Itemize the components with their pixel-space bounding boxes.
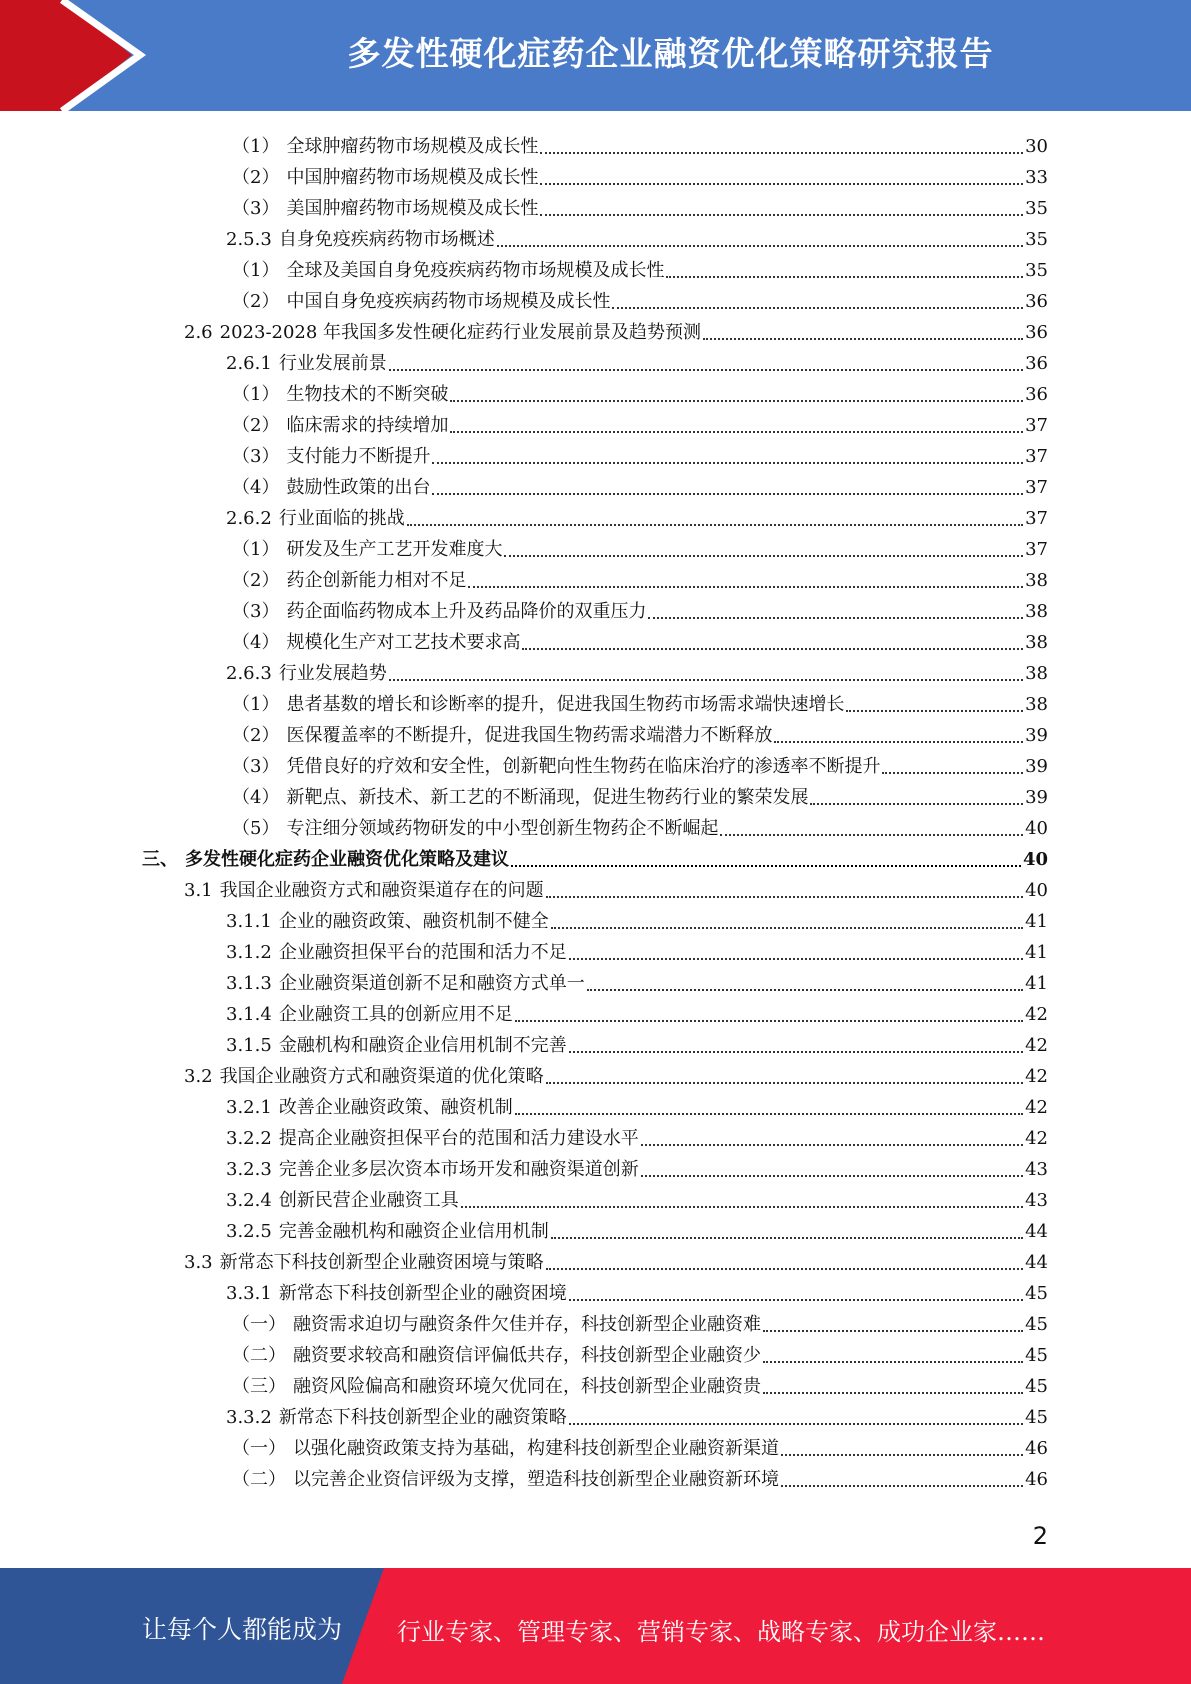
toc-entry-number: （4）: [232, 787, 280, 808]
toc-entry-page: 37: [1025, 477, 1048, 498]
toc-entry-page: 36: [1025, 291, 1048, 312]
toc-leader-dots: [540, 182, 1023, 185]
toc-leader-dots: [763, 1360, 1023, 1363]
toc-entry-title: 企业融资担保平台的范围和活力不足: [278, 942, 567, 963]
toc-entry-page: 41: [1025, 911, 1048, 932]
toc-entry-page: 38: [1025, 694, 1048, 715]
toc-entry-number: 2.6.1: [226, 353, 272, 374]
toc-entry-page: 40: [1022, 849, 1048, 870]
toc-leader-dots: [703, 337, 1023, 340]
toc-entry[interactable]: [226, 654, 1048, 685]
toc-entry[interactable]: [232, 1367, 1048, 1398]
toc-entry-page: 44: [1025, 1252, 1048, 1273]
toc-entry-page: 45: [1025, 1345, 1048, 1366]
chevron-arrow-icon: [0, 0, 160, 111]
toc-leader-dots: [540, 151, 1023, 154]
toc-entry[interactable]: [232, 1305, 1048, 1336]
toc-entry-number: 3.1.2: [226, 942, 272, 963]
toc-leader-dots: [389, 678, 1023, 681]
toc-leader-dots: [569, 1298, 1023, 1301]
toc-entry-number: （1）: [232, 384, 280, 405]
toc-leader-dots: [569, 957, 1023, 960]
toc-entry-title: 以完善企业资信评级为支撑，塑造科技创新型企业融资新环境: [293, 1469, 779, 1490]
toc-entry[interactable]: [226, 220, 1048, 251]
toc-entry[interactable]: [226, 1119, 1048, 1150]
toc-entry[interactable]: [142, 840, 1048, 871]
toc-entry-number: （一）: [232, 1314, 286, 1335]
toc-entry[interactable]: [226, 344, 1048, 375]
toc-entry-page: 42: [1025, 1128, 1048, 1149]
toc-entry[interactable]: [232, 1429, 1048, 1460]
toc-leader-dots: [468, 585, 1023, 588]
toc-entry-title: 企业融资工具的创新应用不足: [278, 1004, 513, 1025]
toc-entry-page: 36: [1025, 353, 1048, 374]
toc-entry-number: （2）: [232, 725, 280, 746]
toc-leader-dots: [551, 926, 1023, 929]
toc-entry-title: 医保覆盖率的不断提升，促进我国生物药需求端潜力不断释放: [286, 725, 773, 746]
toc-leader-dots: [846, 709, 1023, 712]
toc-entry-page: 44: [1025, 1221, 1048, 1242]
toc-entry-number: （2）: [232, 570, 280, 591]
toc-entry-number: 3.1: [184, 880, 213, 901]
toc-entry-page: 30: [1025, 136, 1048, 157]
toc-entry-page: 37: [1025, 446, 1048, 467]
toc-entry[interactable]: [232, 716, 1048, 747]
toc-leader-dots: [612, 306, 1023, 309]
toc-entry-number: （2）: [232, 291, 280, 312]
toc-entry-number: （4）: [232, 477, 280, 498]
toc-entry-title: 美国肿瘤药物市场规模及成长性: [286, 198, 539, 219]
toc-entry-number: 3.2.2: [226, 1128, 272, 1149]
toc-entry-title: 融资要求较高和融资信评偏低共存，科技创新型企业融资少: [293, 1345, 761, 1366]
toc-entry-title: 我国企业融资方式和融资渠道的优化策略: [219, 1066, 544, 1087]
toc-entry-number: 3.3.2: [226, 1407, 272, 1428]
toc-entry-title: 新常态下科技创新型企业的融资困境: [278, 1283, 567, 1304]
toc-entry-page: 45: [1025, 1376, 1048, 1397]
toc-entry-number: 2.5.3: [226, 229, 272, 250]
toc-entry-page: 39: [1025, 787, 1048, 808]
toc-entry-title: 我国企业融资方式和融资渠道存在的问题: [219, 880, 544, 901]
toc-entry-page: 35: [1025, 260, 1048, 281]
toc-entry-page: 45: [1025, 1314, 1048, 1335]
toc-entry-page: 40: [1025, 880, 1048, 901]
toc-entry-number: 3.3: [184, 1252, 213, 1273]
toc-entry-number: （二）: [232, 1469, 286, 1490]
toc-entry-number: 3.2.4: [226, 1190, 272, 1211]
toc-entry-number: 2.6: [184, 322, 213, 343]
toc-entry[interactable]: [232, 189, 1048, 220]
toc-entry-number: （3）: [232, 198, 280, 219]
toc-entry[interactable]: [232, 623, 1048, 654]
toc-leader-dots: [551, 1236, 1023, 1239]
toc-entry-title: 行业发展前景: [278, 353, 387, 374]
toc-entry-number: （2）: [232, 167, 280, 188]
toc-entry-page: 39: [1025, 756, 1048, 777]
toc-leader-dots: [546, 1081, 1023, 1084]
toc-entry-number: （3）: [232, 446, 280, 467]
toc-entry-number: （3）: [232, 756, 280, 777]
toc-entry-page: 39: [1025, 725, 1048, 746]
toc-entry[interactable]: [232, 406, 1048, 437]
toc-leader-dots: [407, 523, 1023, 526]
toc-leader-dots: [882, 771, 1023, 774]
toc-entry-title: 患者基数的增长和诊断率的提升，促进我国生物药市场需求端快速增长: [286, 694, 845, 715]
toc-entry-page: 37: [1025, 415, 1048, 436]
toc-entry-page: 41: [1025, 942, 1048, 963]
toc-entry-number: （5）: [232, 818, 280, 839]
toc-entry-title: 中国自身免疫疾病药物市场规模及成长性: [286, 291, 611, 312]
toc-entry[interactable]: [184, 1243, 1048, 1274]
toc-entry-page: 38: [1025, 570, 1048, 591]
toc-entry-title: 专注细分领域药物研发的中小型创新生物药企不断崛起: [286, 818, 719, 839]
toc-entry-number: （一）: [232, 1438, 286, 1459]
toc-entry-title: 完善金融机构和融资企业信用机制: [278, 1221, 549, 1242]
toc-entry[interactable]: [232, 437, 1048, 468]
toc-entry-page: 41: [1025, 973, 1048, 994]
toc-entry-number: （3）: [232, 601, 280, 622]
toc-entry[interactable]: [184, 313, 1048, 344]
toc-entry[interactable]: [232, 747, 1048, 778]
toc-entry-page: 43: [1025, 1190, 1048, 1211]
toc-entry-title: 多发性硬化症药企业融资优化策略及建议: [185, 849, 509, 870]
toc-leader-dots: [781, 1484, 1023, 1487]
footer-slogan-right: 行业专家、管理专家、营销专家、战略专家、成功企业家……: [397, 1618, 1045, 1646]
toc-entry-title: 改善企业融资政策、融资机制: [278, 1097, 513, 1118]
toc-entry-number: 3.2.1: [226, 1097, 272, 1118]
toc-entry-title: 融资需求迫切与融资条件欠佳并存，科技创新型企业融资难: [293, 1314, 761, 1335]
toc-entry-page: 42: [1025, 1097, 1048, 1118]
toc-entry-title: 2023-2028 年我国多发性硬化症药行业发展前景及趋势预测: [219, 322, 702, 343]
toc-entry[interactable]: [226, 1026, 1048, 1057]
toc-entry-number: （4）: [232, 632, 280, 653]
toc-leader-dots: [515, 1019, 1023, 1022]
toc-entry[interactable]: [232, 468, 1048, 499]
toc-entry-title: 新靶点、新技术、新工艺的不断涌现，促进生物药行业的繁荣发展: [286, 787, 809, 808]
toc-leader-dots: [450, 430, 1023, 433]
toc-entry-number: 2.6.3: [226, 663, 272, 684]
toc-entry-title: 以强化融资政策支持为基础，构建科技创新型企业融资新渠道: [293, 1438, 779, 1459]
toc-entry-title: 完善企业多层次资本市场开发和融资渠道创新: [278, 1159, 639, 1180]
toc-entry-number: 3.2.3: [226, 1159, 272, 1180]
toc-leader-dots: [641, 1143, 1023, 1146]
toc-entry[interactable]: [232, 778, 1048, 809]
toc-entry[interactable]: [232, 1460, 1048, 1491]
toc-entry-page: 42: [1025, 1066, 1048, 1087]
toc-entry[interactable]: [232, 561, 1048, 592]
toc-entry[interactable]: [232, 530, 1048, 561]
toc-entry-number: （三）: [232, 1376, 286, 1397]
toc-entry-page: 37: [1025, 508, 1048, 529]
toc-entry[interactable]: [232, 809, 1048, 840]
toc-entry-number: 3.3.1: [226, 1283, 272, 1304]
toc-leader-dots: [641, 1174, 1023, 1177]
toc-entry[interactable]: [232, 375, 1048, 406]
toc-entry[interactable]: [226, 1274, 1048, 1305]
toc-entry-title: 自身免疫疾病药物市场概述: [278, 229, 495, 250]
toc-entry[interactable]: [232, 127, 1048, 158]
toc-entry[interactable]: [226, 499, 1048, 530]
toc-entry[interactable]: [232, 1336, 1048, 1367]
toc-entry[interactable]: [184, 871, 1048, 902]
toc-entry-title: 企业融资渠道创新不足和融资方式单一: [278, 973, 585, 994]
toc-entry-page: 33: [1025, 167, 1048, 188]
toc-leader-dots: [450, 399, 1023, 402]
toc-entry-title: 行业面临的挑战: [278, 508, 405, 529]
toc-entry[interactable]: [226, 1150, 1048, 1181]
toc-leader-dots: [511, 864, 1021, 867]
toc-entry-number: 三、: [142, 849, 178, 870]
toc-entry-number: 3.2: [184, 1066, 213, 1087]
toc-entry-title: 凭借良好的疗效和安全性，创新靶向性生物药在临床治疗的渗透率不断提升: [286, 756, 881, 777]
toc-entry-page: 35: [1025, 229, 1048, 250]
toc-entry[interactable]: [226, 1398, 1048, 1429]
toc-leader-dots: [720, 833, 1023, 836]
toc-entry-title: 研发及生产工艺开发难度大: [286, 539, 503, 560]
toc-entry[interactable]: [184, 1057, 1048, 1088]
toc-entry-page: 42: [1025, 1035, 1048, 1056]
toc-entry[interactable]: [232, 282, 1048, 313]
toc-entry-title: 融资风险偏高和融资环境欠优同在，科技创新型企业融资贵: [293, 1376, 761, 1397]
toc-entry[interactable]: [232, 158, 1048, 189]
header-banner: [0, 0, 1191, 111]
page-number: 2: [1032, 1522, 1048, 1550]
toc-entry-number: 3.2.5: [226, 1221, 272, 1242]
toc-leader-dots: [666, 275, 1023, 278]
toc-entry-title: 行业发展趋势: [278, 663, 387, 684]
toc-entry-title: 支付能力不断提升: [286, 446, 431, 467]
toc-entry-page: 37: [1025, 539, 1048, 560]
toc-leader-dots: [461, 1205, 1023, 1208]
toc-entry-title: 企业的融资政策、融资机制不健全: [278, 911, 549, 932]
toc-entry-page: 38: [1025, 663, 1048, 684]
toc-entry-number: （1）: [232, 260, 280, 281]
toc-entry[interactable]: [226, 964, 1048, 995]
toc-entry-number: 2.6.2: [226, 508, 272, 529]
toc-entry[interactable]: [226, 933, 1048, 964]
toc-entry-page: 38: [1025, 632, 1048, 653]
toc-entry-page: 35: [1025, 198, 1048, 219]
toc-entry-number: （1）: [232, 694, 280, 715]
toc-entry-page: 36: [1025, 322, 1048, 343]
toc-entry-page: 45: [1025, 1283, 1048, 1304]
report-title: 多发性硬化症药企业融资优化策略研究报告: [347, 34, 994, 73]
toc-entry-title: 规模化生产对工艺技术要求高: [286, 632, 521, 653]
toc-entry[interactable]: [226, 902, 1048, 933]
toc-entry-title: 全球及美国自身免疫疾病药物市场规模及成长性: [286, 260, 665, 281]
toc-entry[interactable]: [226, 1181, 1048, 1212]
footer-slogan-left: 让每个人都能成为: [142, 1615, 343, 1644]
toc-leader-dots: [432, 492, 1023, 495]
toc-entry-page: 43: [1025, 1159, 1048, 1180]
toc-leader-dots: [504, 554, 1023, 557]
toc-entry-page: 46: [1025, 1438, 1048, 1459]
toc-entry-title: 药企创新能力相对不足: [286, 570, 467, 591]
toc-entry-page: 36: [1025, 384, 1048, 405]
toc-leader-dots: [540, 213, 1023, 216]
toc-entry-number: （1）: [232, 539, 280, 560]
toc-entry-title: 临床需求的持续增加: [286, 415, 449, 436]
toc-entry[interactable]: [226, 1088, 1048, 1119]
toc-leader-dots: [648, 616, 1023, 619]
toc-leader-dots: [810, 802, 1023, 805]
toc-entry-page: 45: [1025, 1407, 1048, 1428]
toc-entry[interactable]: [232, 251, 1048, 282]
toc-entry-title: 新常态下科技创新型企业的融资策略: [278, 1407, 567, 1428]
toc-leader-dots: [389, 368, 1023, 371]
toc-entry-title: 生物技术的不断突破: [286, 384, 449, 405]
toc-entry-title: 全球肿瘤药物市场规模及成长性: [286, 136, 539, 157]
toc-leader-dots: [763, 1329, 1023, 1332]
toc-leader-dots: [515, 1112, 1023, 1115]
toc-entry-number: （二）: [232, 1345, 286, 1366]
toc-entry-title: 新常态下科技创新型企业融资困境与策略: [219, 1252, 544, 1273]
toc-entry-title: 中国肿瘤药物市场规模及成长性: [286, 167, 539, 188]
toc-entry-title: 药企面临药物成本上升及药品降价的双重压力: [286, 601, 647, 622]
toc-entry-number: 3.1.4: [226, 1004, 272, 1025]
toc-entry-page: 38: [1025, 601, 1048, 622]
toc-entry-number: 3.1.1: [226, 911, 272, 932]
toc-leader-dots: [432, 461, 1023, 464]
toc-entry-page: 46: [1025, 1469, 1048, 1490]
toc-entry-page: 40: [1025, 818, 1048, 839]
toc-entry[interactable]: [232, 685, 1048, 716]
toc-leader-dots: [546, 895, 1023, 898]
footer-banner: [0, 1568, 1191, 1684]
toc-leader-dots: [763, 1391, 1023, 1394]
toc-entry[interactable]: [232, 592, 1048, 623]
toc-entry[interactable]: [226, 1212, 1048, 1243]
toc-leader-dots: [774, 740, 1023, 743]
toc-leader-dots: [781, 1453, 1023, 1456]
toc-entry-number: 3.1.5: [226, 1035, 272, 1056]
toc-entry-number: （2）: [232, 415, 280, 436]
toc-entry-title: 提高企业融资担保平台的范围和活力建设水平: [278, 1128, 639, 1149]
toc-entry-title: 鼓励性政策的出台: [286, 477, 431, 498]
toc-leader-dots: [497, 244, 1023, 247]
toc-leader-dots: [587, 988, 1023, 991]
toc-entry[interactable]: [226, 995, 1048, 1026]
toc-entry-title: 创新民营企业融资工具: [278, 1190, 459, 1211]
toc-entry-number: （1）: [232, 136, 280, 157]
toc-leader-dots: [546, 1267, 1023, 1270]
toc-entry-number: 3.1.3: [226, 973, 272, 994]
toc-entry-title: 金融机构和融资企业信用机制不完善: [278, 1035, 567, 1056]
toc-leader-dots: [569, 1050, 1023, 1053]
toc-leader-dots: [522, 647, 1023, 650]
toc-entry-page: 42: [1025, 1004, 1048, 1025]
toc-leader-dots: [569, 1422, 1023, 1425]
